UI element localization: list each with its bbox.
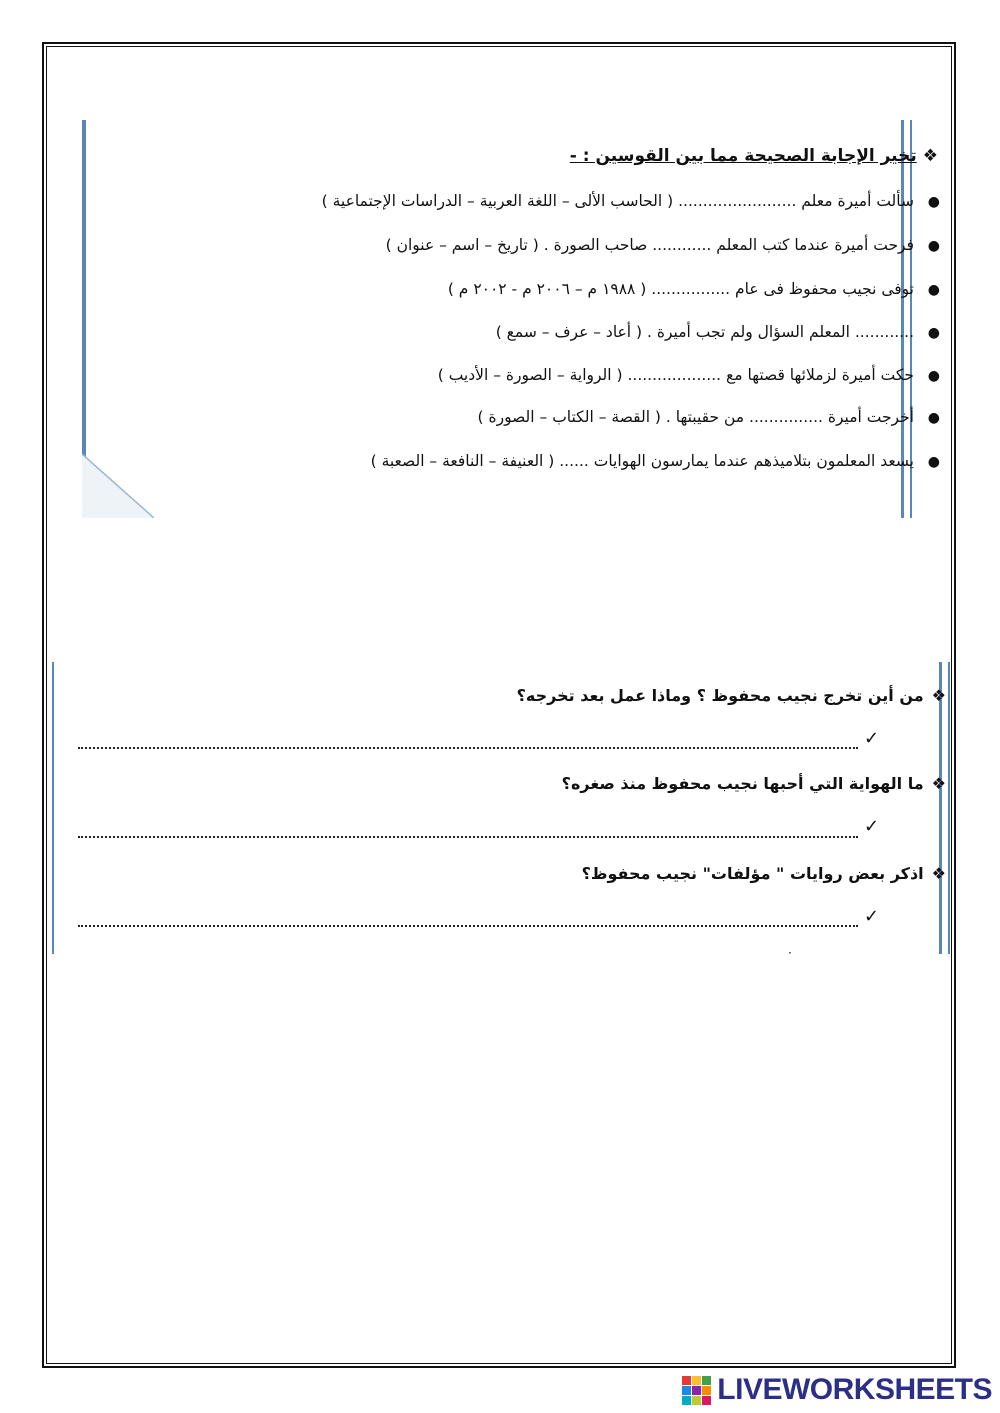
check-icon: ✓ bbox=[864, 728, 880, 749]
question-3: ❖اذكر بعض روايات " مؤلفات" نجيب محفوظ؟ bbox=[581, 864, 946, 883]
right-accent-bar bbox=[939, 662, 942, 954]
mc-item-6: ●أخرجت أميرة ............... من حقيبتها . ( القصة – الكتاب – الصورة ) bbox=[477, 408, 940, 426]
diamond-icon: ❖ bbox=[931, 864, 946, 883]
logo-text: LIVEWORKSHEETS bbox=[717, 1373, 992, 1406]
bullet-icon: ● bbox=[927, 454, 940, 470]
answer-input-2[interactable] bbox=[78, 836, 858, 838]
section2-box bbox=[52, 662, 952, 954]
check-icon: ✓ bbox=[864, 816, 880, 837]
bullet-icon: ● bbox=[927, 238, 940, 254]
mc-item-2: ●فرحت أميرة عندما كتب المعلم ............ صاحب الصورة . ( تاريخ – اسم – عنوان ) bbox=[385, 236, 940, 254]
answer-input-1[interactable] bbox=[78, 747, 858, 749]
question-2: ❖ما الهواية التي أحبها نجيب محفوظ منذ صغره؟ bbox=[561, 774, 946, 793]
mc-item-1: ●سألت أميرة معلم ........................ ( الحاسب الألى – اللغة العربية – الدراسات الإجتماعية ) bbox=[321, 192, 940, 210]
bullet-icon: ● bbox=[927, 325, 940, 341]
mc-item-3: ●توفى نجيب محفوظ فى عام ................ ( ١٩٨٨ م – ٢٠٠٦ م - ٢٠٠٢ م ) bbox=[447, 280, 940, 298]
stray-mark: · bbox=[788, 946, 792, 960]
right-accent-bar-thin bbox=[948, 662, 950, 954]
mc-item-4: ●............ المعلم السؤال ولم تجب أميرة . ( أعاد – عرف – سمع ) bbox=[495, 323, 940, 341]
page-curl-corner bbox=[82, 454, 154, 518]
left-accent-bar bbox=[52, 662, 54, 954]
mc-item-5: ●حكت أميرة لزملائها قصتها مع ................... ( الرواية – الصورة – الأديب ) bbox=[437, 366, 940, 384]
check-icon: ✓ bbox=[864, 906, 880, 927]
answer-input-3[interactable] bbox=[78, 925, 858, 927]
liveworksheets-logo bbox=[682, 1373, 992, 1407]
bullet-icon: ● bbox=[927, 194, 940, 210]
diamond-icon: ❖ bbox=[922, 146, 938, 166]
question-1: ❖من أين تخرج نجيب محفوظ ؟ وماذا عمل بعد تخرجه؟ bbox=[516, 686, 946, 705]
section1-heading: ❖تخير الإجابة الصحيحة مما بين القوسين : - bbox=[569, 146, 938, 166]
bullet-icon: ● bbox=[927, 368, 940, 384]
bullet-icon: ● bbox=[927, 410, 940, 426]
diamond-icon: ❖ bbox=[931, 686, 946, 705]
mc-item-7: ●يسعد المعلمون بتلاميذهم عندما يمارسون الهوايات ...... ( العنيفة – النافعة – الصعبة ) bbox=[370, 452, 940, 470]
bullet-icon: ● bbox=[927, 282, 940, 298]
diamond-icon: ❖ bbox=[931, 774, 946, 793]
logo-blocks-icon bbox=[682, 1376, 711, 1405]
